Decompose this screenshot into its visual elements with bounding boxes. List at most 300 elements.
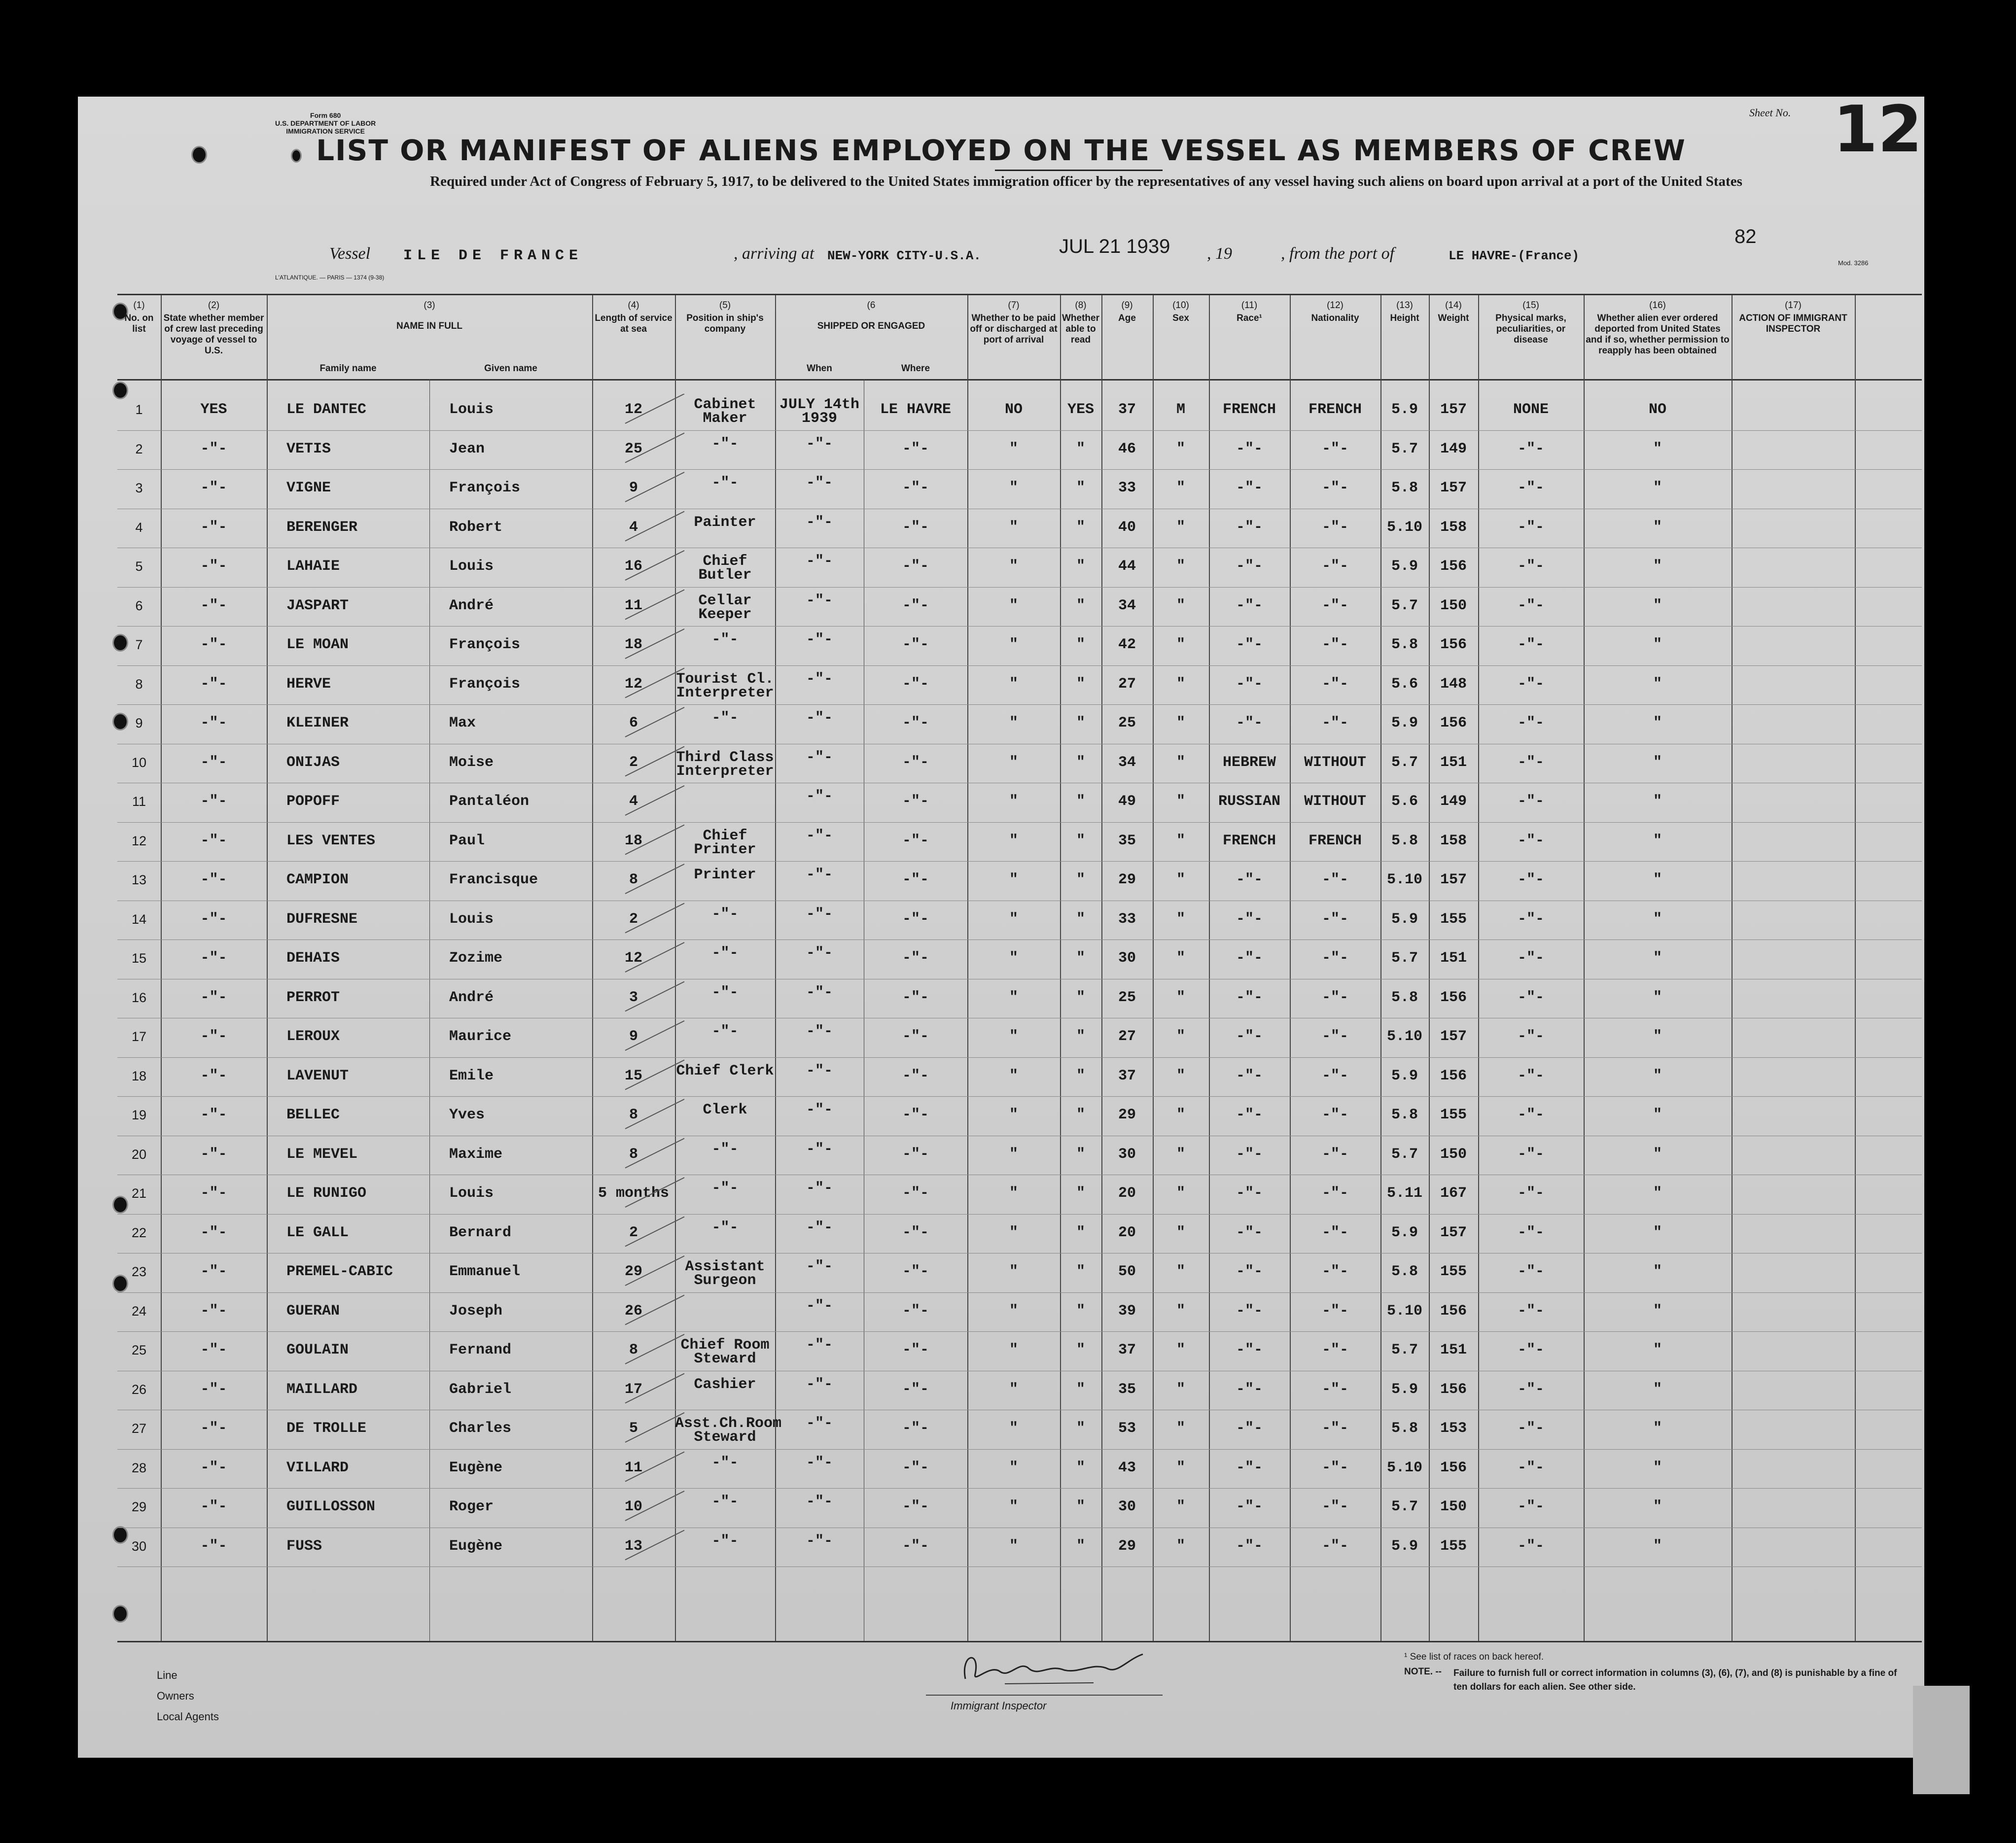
cell-deported: " — [1653, 1067, 1662, 1084]
cell-when: -"- — [806, 1141, 833, 1158]
row-rule — [117, 1488, 1922, 1489]
cell-paid: " — [1009, 754, 1018, 771]
cell-prev: -"- — [200, 871, 227, 888]
cell-age: 30 — [1118, 950, 1136, 967]
cell-read: " — [1076, 1224, 1085, 1241]
cell-nationality: FRENCH — [1308, 401, 1362, 418]
column-label: Whether alien ever ordered deported from United States and if so, whether permission to reapply has been obtained — [1586, 313, 1730, 356]
cell-sex: " — [1176, 793, 1185, 810]
column-header-c16 — [1586, 300, 1730, 356]
cell-nationality: -"- — [1321, 1420, 1348, 1437]
cell-age: 43 — [1118, 1459, 1136, 1476]
cell-service: 13 — [624, 1537, 642, 1555]
cell-position: Printer — [694, 867, 756, 883]
cell-prev: -"- — [200, 675, 227, 693]
cell-paid: " — [1009, 1146, 1018, 1163]
column-label: Race¹ — [1237, 313, 1262, 323]
cell-when: -"- — [806, 1023, 833, 1040]
cell-age: 37 — [1118, 401, 1136, 418]
cell-deported: " — [1653, 675, 1662, 693]
cell-position: Assistant Surgeon — [685, 1258, 765, 1289]
cell-nationality: -"- — [1321, 440, 1348, 457]
cell-marks: -"- — [1517, 1146, 1544, 1163]
cell-weight: 156 — [1440, 1459, 1467, 1476]
cell-family: LAHAIE — [286, 558, 340, 575]
cell-position: Tourist Cl. Interpreter — [676, 670, 774, 701]
cell-weight: 150 — [1440, 1498, 1467, 1515]
cell-race: -"- — [1236, 910, 1263, 928]
cell-given: Bernard — [449, 1224, 512, 1241]
cell-no: 29 — [131, 1499, 147, 1514]
row-rule — [117, 704, 1922, 705]
table-row — [117, 1099, 1922, 1138]
cell-position: -"- — [711, 1180, 739, 1197]
cell-when: -"- — [806, 788, 833, 805]
cell-race: FRENCH — [1222, 401, 1276, 418]
column-number: (10) — [1172, 300, 1189, 311]
cell-read: " — [1076, 1342, 1085, 1358]
cell-nationality: -"- — [1321, 1224, 1348, 1241]
cell-prev: -"- — [200, 754, 227, 771]
cell-prev: -"- — [200, 1459, 227, 1476]
column-label: Whether able to read — [1062, 313, 1099, 345]
inspector-label: Immigrant Inspector — [951, 1700, 1047, 1712]
cell-given: Louis — [449, 1185, 494, 1202]
cell-race: -"- — [1236, 675, 1263, 693]
cell-when: -"- — [806, 1415, 833, 1432]
row-rule — [117, 587, 1922, 588]
cell-height: 5.9 — [1391, 1067, 1418, 1084]
cell-read: " — [1076, 1067, 1085, 1084]
cell-where: -"- — [902, 1459, 929, 1476]
column-number: (5) — [719, 300, 731, 311]
cell-given: François — [449, 480, 521, 496]
cell-nationality: -"- — [1321, 1459, 1348, 1476]
cell-read: " — [1076, 480, 1085, 496]
cell-prev: -"- — [200, 910, 227, 928]
column-number: (12) — [1327, 300, 1344, 311]
cell-prev: -"- — [200, 440, 227, 457]
cell-where: -"- — [902, 1342, 929, 1358]
cell-paid: " — [1009, 1459, 1018, 1476]
cell-age: 33 — [1118, 480, 1136, 496]
cell-nationality: -"- — [1321, 1028, 1348, 1045]
cell-marks: -"- — [1517, 636, 1544, 653]
cell-paid: " — [1009, 832, 1018, 849]
cell-weight: 151 — [1440, 754, 1467, 771]
cell-sex: " — [1176, 1107, 1185, 1123]
row-rule — [117, 822, 1922, 823]
cell-where: -"- — [902, 1107, 929, 1123]
table-row — [117, 1334, 1922, 1373]
cell-family: DEHAIS — [286, 950, 340, 967]
column-number: (9) — [1121, 300, 1133, 311]
cell-weight: 157 — [1440, 871, 1467, 888]
cell-read: " — [1076, 793, 1085, 810]
table-row — [117, 942, 1922, 981]
cell-where: -"- — [902, 480, 929, 496]
cell-deported: " — [1653, 1420, 1662, 1437]
cell-nationality: -"- — [1321, 480, 1348, 496]
column-label: Position in ship's company — [686, 313, 764, 334]
cell-no: 18 — [131, 1068, 147, 1083]
row-rule — [117, 1566, 1922, 1567]
column-label: SHIPPED OR ENGAGED — [817, 321, 925, 331]
cell-read: " — [1076, 910, 1085, 928]
cell-race: HEBREW — [1222, 754, 1276, 771]
cell-given: Zozime — [449, 950, 503, 967]
cell-nationality: -"- — [1321, 675, 1348, 693]
cell-marks: -"- — [1517, 1185, 1544, 1202]
table-row — [117, 1021, 1922, 1059]
cell-family: GUERAN — [286, 1302, 340, 1320]
cell-marks: -"- — [1517, 1302, 1544, 1320]
cell-read: " — [1076, 715, 1085, 731]
cell-prev: -"- — [200, 1185, 227, 1202]
cell-service: 10 — [624, 1498, 642, 1515]
table-row — [117, 1256, 1922, 1294]
cell-deported: " — [1653, 519, 1662, 536]
cell-when: -"- — [806, 670, 833, 688]
cell-position: -"- — [711, 1219, 739, 1236]
cell-sex: " — [1176, 871, 1185, 888]
cell-marks: -"- — [1517, 1381, 1544, 1398]
column-number: (3) — [424, 300, 435, 311]
cell-marks: -"- — [1517, 950, 1544, 967]
cell-where: -"- — [902, 754, 929, 771]
cell-prev: -"- — [200, 597, 227, 614]
cell-height: 5.8 — [1391, 1107, 1418, 1123]
cell-height: 5.10 — [1386, 1302, 1422, 1320]
cell-service: 2 — [629, 910, 638, 928]
cell-read: " — [1076, 1420, 1085, 1437]
cell-nationality: -"- — [1321, 1107, 1348, 1123]
cell-family: BERENGER — [286, 519, 358, 536]
cell-weight: 150 — [1440, 1146, 1467, 1163]
cell-when: -"- — [806, 514, 833, 531]
cell-when: -"- — [806, 1532, 833, 1550]
cell-when: -"- — [806, 945, 833, 962]
cell-weight: 155 — [1440, 1107, 1467, 1123]
cell-weight: 156 — [1440, 1067, 1467, 1084]
cell-race: -"- — [1236, 950, 1263, 967]
cell-sex: " — [1176, 1420, 1185, 1437]
cell-age: 34 — [1118, 597, 1136, 614]
cell-sex: " — [1176, 675, 1185, 693]
cell-age: 46 — [1118, 440, 1136, 457]
cell-paid: " — [1009, 1498, 1018, 1515]
cell-given: Eugène — [449, 1459, 503, 1476]
cell-position: Cashier — [694, 1376, 756, 1393]
cell-height: 5.8 — [1391, 1263, 1418, 1280]
cell-position: -"- — [711, 945, 739, 962]
cell-weight: 157 — [1440, 401, 1467, 418]
cell-position: -"- — [711, 1023, 739, 1040]
cell-nationality: -"- — [1321, 950, 1348, 967]
cell-race: -"- — [1236, 989, 1263, 1006]
cell-weight: 151 — [1440, 950, 1467, 967]
cell-paid: " — [1009, 1263, 1018, 1280]
cell-paid: " — [1009, 597, 1018, 614]
cell-race: -"- — [1236, 1498, 1263, 1515]
tick-mark — [625, 864, 684, 894]
cell-family: FUSS — [286, 1537, 322, 1555]
cell-when: -"- — [806, 1258, 833, 1275]
cell-family: DUFRESNE — [286, 910, 358, 928]
tick-mark — [625, 1099, 684, 1129]
sheet-number: 12 — [1833, 92, 1922, 167]
row-rule — [117, 665, 1922, 666]
cell-position: Third Class Interpreter — [676, 749, 774, 780]
column-number: (14) — [1445, 300, 1462, 311]
cell-paid: " — [1009, 910, 1018, 928]
cell-marks: -"- — [1517, 1537, 1544, 1555]
cell-weight: 156 — [1440, 1302, 1467, 1320]
cell-sex: " — [1176, 1459, 1185, 1476]
cell-prev: -"- — [200, 636, 227, 653]
cell-service: 26 — [624, 1302, 642, 1320]
cell-nationality: FRENCH — [1308, 832, 1362, 849]
cell-no: 25 — [131, 1343, 147, 1357]
cell-position: -"- — [711, 1454, 739, 1471]
cell-no: 17 — [131, 1029, 147, 1044]
cell-age: 49 — [1118, 793, 1136, 810]
signature-line — [926, 1695, 1163, 1696]
table-row — [117, 629, 1922, 667]
cell-height: 5.7 — [1391, 754, 1418, 771]
cell-nationality: -"- — [1321, 1185, 1348, 1202]
cell-when: -"- — [806, 1180, 833, 1197]
cell-when: -"- — [806, 1494, 833, 1510]
cell-paid: " — [1009, 1107, 1018, 1123]
cell-position: Clerk — [703, 1102, 747, 1118]
cell-age: 50 — [1118, 1263, 1136, 1280]
cell-height: 5.10 — [1386, 1028, 1422, 1045]
tick-mark — [625, 747, 684, 776]
cell-read: " — [1076, 950, 1085, 967]
cell-given: Maxime — [449, 1146, 503, 1163]
cell-sex: M — [1176, 401, 1185, 418]
cell-deported: " — [1653, 1146, 1662, 1163]
cell-given: Roger — [449, 1498, 494, 1515]
cell-position: -"- — [711, 475, 739, 491]
cell-paid: " — [1009, 1185, 1018, 1202]
tick-mark — [625, 433, 684, 463]
cell-when: -"- — [806, 867, 833, 883]
cell-where: -"- — [902, 1420, 929, 1437]
column-header-c3 — [269, 300, 590, 332]
tick-mark — [625, 1060, 684, 1090]
cell-where: -"- — [902, 793, 929, 810]
cell-nationality: -"- — [1321, 871, 1348, 888]
cell-position: -"- — [711, 1532, 739, 1550]
cell-marks: -"- — [1517, 754, 1544, 771]
cell-position: Chief Clerk — [676, 1062, 774, 1079]
cell-marks: -"- — [1517, 1263, 1544, 1280]
cell-race: -"- — [1236, 871, 1263, 888]
footnote: ¹ See list of races on back hereof. — [1404, 1652, 1544, 1662]
cell-weight: 155 — [1440, 910, 1467, 928]
cell-family: LES VENTES — [286, 832, 376, 849]
cell-nationality: -"- — [1321, 1067, 1348, 1084]
cell-given: Charles — [449, 1420, 512, 1437]
cell-given: Jean — [449, 440, 485, 457]
cell-marks: -"- — [1517, 793, 1544, 810]
cell-marks: -"- — [1517, 715, 1544, 731]
cell-paid: " — [1009, 1224, 1018, 1241]
cell-paid: " — [1009, 558, 1018, 575]
cell-deported: " — [1653, 480, 1662, 496]
row-rule — [117, 1214, 1922, 1215]
cell-read: " — [1076, 1381, 1085, 1398]
cell-when: -"- — [806, 1102, 833, 1118]
cell-deported: " — [1653, 989, 1662, 1006]
row-rule — [117, 1449, 1922, 1450]
cell-paid: " — [1009, 1420, 1018, 1437]
cell-given: Paul — [449, 832, 485, 849]
column-header-c6 — [777, 300, 965, 332]
cell-weight: 156 — [1440, 558, 1467, 575]
cell-paid: " — [1009, 1028, 1018, 1045]
cell-prev: -"- — [200, 558, 227, 575]
cell-given: Moise — [449, 754, 494, 771]
crew-table — [117, 294, 1922, 1642]
table-row — [117, 1530, 1922, 1569]
cell-deported: " — [1653, 832, 1662, 849]
cell-age: 29 — [1118, 1107, 1136, 1123]
cell-sex: " — [1176, 1067, 1185, 1084]
column-header-c14 — [1431, 300, 1476, 324]
cell-where: -"- — [902, 989, 929, 1006]
cell-age: 20 — [1118, 1185, 1136, 1202]
cell-height: 5.8 — [1391, 636, 1418, 653]
cell-nationality: WITHOUT — [1304, 754, 1367, 771]
cell-sex: " — [1176, 1224, 1185, 1241]
cell-where: -"- — [902, 440, 929, 457]
tick-mark — [625, 1139, 684, 1168]
cell-family: VILLARD — [286, 1459, 349, 1476]
cell-age: 27 — [1118, 1028, 1136, 1045]
cell-marks: -"- — [1517, 1067, 1544, 1084]
cell-service: 12 — [624, 950, 642, 967]
cell-height: 5.7 — [1391, 1146, 1418, 1163]
cell-no: 16 — [131, 990, 147, 1005]
cell-height: 5.11 — [1386, 1185, 1422, 1202]
cell-family: VIGNE — [286, 480, 331, 496]
cell-when: -"- — [806, 749, 833, 766]
cell-nationality: -"- — [1321, 910, 1348, 928]
table-row — [117, 512, 1922, 550]
cell-position: Cabinet Maker — [694, 396, 756, 427]
column-header-c13 — [1382, 300, 1427, 324]
cell-no: 24 — [131, 1303, 147, 1319]
cell-family: DE TROLLE — [286, 1420, 367, 1437]
cell-service: 8 — [629, 1342, 638, 1358]
cell-service: 5 months — [598, 1185, 670, 1202]
column-number: (15) — [1522, 300, 1539, 311]
cell-race: -"- — [1236, 1224, 1263, 1241]
cell-deported: " — [1653, 910, 1662, 928]
cell-race: -"- — [1236, 597, 1263, 614]
column-number: (7) — [1008, 300, 1020, 311]
cell-where: -"- — [902, 871, 929, 888]
cell-weight: 150 — [1440, 597, 1467, 614]
cell-age: 30 — [1118, 1498, 1136, 1515]
cell-family: LE DANTEC — [286, 401, 367, 418]
table-row — [117, 668, 1922, 707]
cell-service: 2 — [629, 754, 638, 771]
tick-mark — [625, 1295, 684, 1325]
cell-given: Yves — [449, 1107, 485, 1123]
cell-paid: " — [1009, 1537, 1018, 1555]
column-header-c4 — [594, 300, 673, 335]
cell-sex: " — [1176, 1028, 1185, 1045]
note-text: Failure to furnish full or correct information in columns (3), (6), (7), and (8) is punishable by a fine of ten dollars for each alien. See other side. — [1453, 1668, 1897, 1692]
cell-race: -"- — [1236, 1107, 1263, 1123]
cell-prev: -"- — [200, 1381, 227, 1398]
cell-nationality: -"- — [1321, 519, 1348, 536]
column-label: Age — [1118, 313, 1136, 323]
column-number: (11) — [1241, 300, 1258, 311]
cell-weight: 167 — [1440, 1185, 1467, 1202]
cell-deported: " — [1653, 1185, 1662, 1202]
cell-deported: " — [1653, 950, 1662, 967]
cell-deported: " — [1653, 754, 1662, 771]
column-label: Height — [1390, 313, 1419, 323]
cell-weight: 156 — [1440, 1381, 1467, 1398]
cell-service: 6 — [629, 715, 638, 731]
cell-nationality: -"- — [1321, 597, 1348, 614]
cell-height: 5.9 — [1391, 1537, 1418, 1555]
cell-no: 10 — [131, 755, 147, 770]
cell-height: 5.8 — [1391, 832, 1418, 849]
cell-given: Fernand — [449, 1342, 512, 1358]
cell-height: 5.9 — [1391, 1381, 1418, 1398]
column-header-c8 — [1062, 300, 1099, 346]
cell-family: POPOFF — [286, 793, 340, 810]
cell-prev: -"- — [200, 1263, 227, 1280]
cell-deported: " — [1653, 715, 1662, 731]
cell-when: -"- — [806, 1337, 833, 1354]
table-row — [117, 472, 1922, 511]
row-rule — [117, 1292, 1922, 1293]
cell-position: -"- — [711, 1141, 739, 1158]
cell-age: 25 — [1118, 989, 1136, 1006]
cell-nationality: -"- — [1321, 1381, 1348, 1398]
cell-family: VETIS — [286, 440, 331, 457]
cell-deported: " — [1653, 597, 1662, 614]
tick-mark — [625, 512, 684, 541]
cell-prev: -"- — [200, 1224, 227, 1241]
table-row — [117, 982, 1922, 1020]
cell-nationality: -"- — [1321, 1146, 1348, 1163]
cell-read: " — [1076, 440, 1085, 457]
cell-race: RUSSIAN — [1218, 793, 1281, 810]
department: U.S. DEPARTMENT OF LABOR — [275, 119, 376, 127]
cell-deported: " — [1653, 1107, 1662, 1123]
page-title: LIST OR MANIFEST OF ALIENS EMPLOYED ON THE VESSEL AS MEMBERS OF CREW — [316, 134, 1686, 167]
cell-given: Francisque — [449, 871, 538, 888]
cell-age: 20 — [1118, 1224, 1136, 1241]
row-rule — [117, 861, 1922, 862]
cell-given: Emmanuel — [449, 1263, 521, 1280]
cell-paid: " — [1009, 480, 1018, 496]
cell-sex: " — [1176, 754, 1185, 771]
cell-where: LE HAVRE — [880, 401, 952, 418]
vessel-label: Vessel — [329, 244, 371, 263]
cell-prev: -"- — [200, 1537, 227, 1555]
cell-family: LAVENUT — [286, 1067, 349, 1084]
